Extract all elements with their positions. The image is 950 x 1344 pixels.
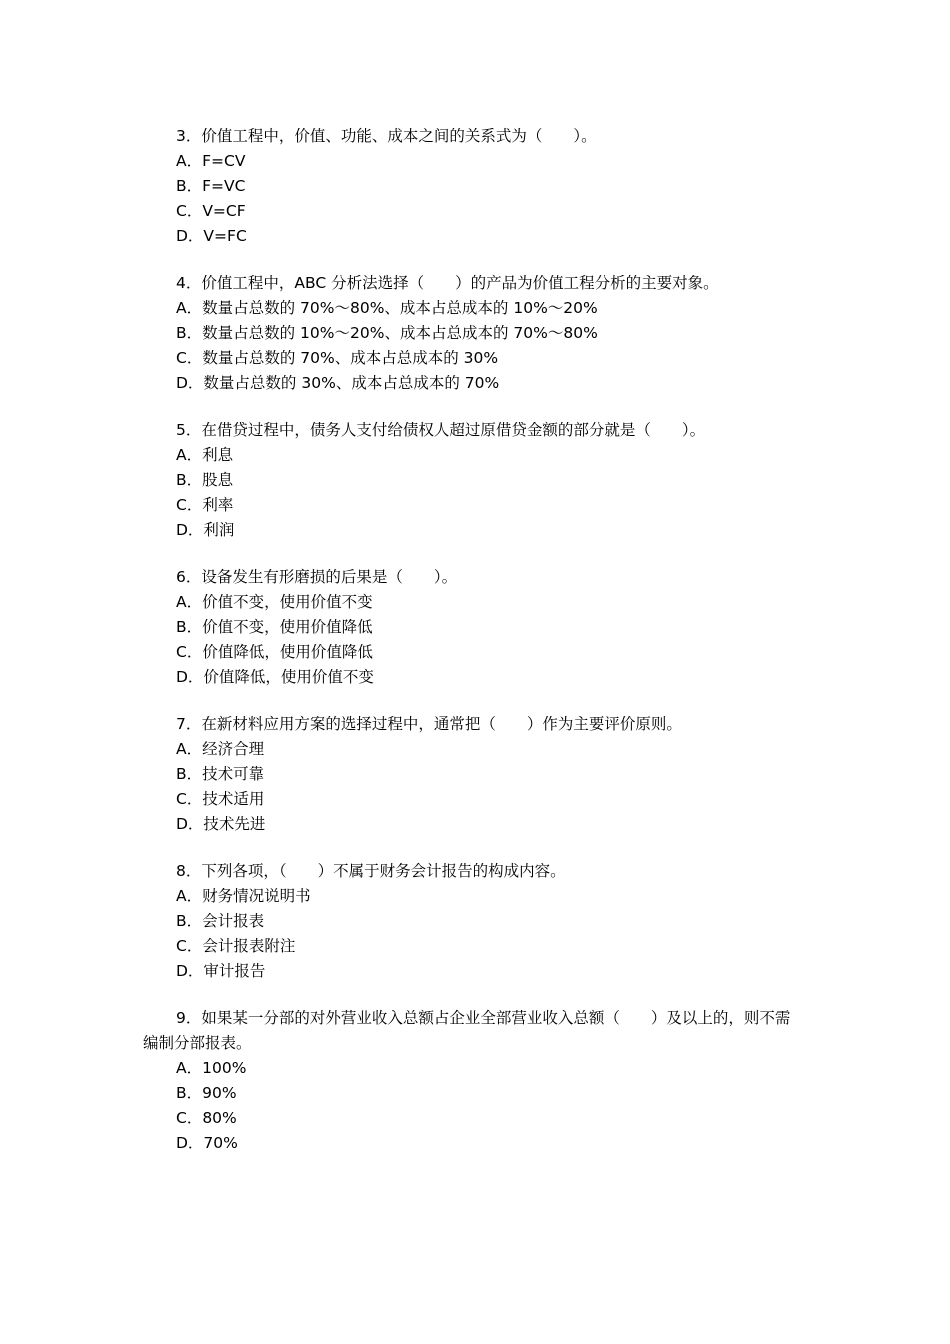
question-8 <box>143 859 803 984</box>
option-a: A．财务情况说明书 <box>176 887 311 905</box>
option-b: B．技术可靠 <box>176 765 265 783</box>
question-5 <box>143 418 803 543</box>
option-d: D．数量占总数的 30%、成本占总成本的 70% <box>176 374 500 392</box>
question-9 <box>143 1006 803 1156</box>
question-stem: 3．价值工程中，价值、功能、成本之间的关系式为（ ）。 <box>176 127 597 145</box>
option-b: B．F=VC <box>176 177 246 195</box>
question-7 <box>143 712 803 837</box>
option-c: C．技术适用 <box>176 790 265 808</box>
question-stem: 8．下列各项，（ ）不属于财务会计报告的构成内容。 <box>176 862 566 880</box>
option-a: A．经济合理 <box>176 740 265 758</box>
option-a: A．价值不变，使用价值不变 <box>176 593 373 611</box>
question-stem: 6．设备发生有形磨损的后果是（ ）。 <box>176 568 458 586</box>
question-4 <box>143 271 803 396</box>
option-a: A．100% <box>176 1059 247 1077</box>
option-c: C．会计报表附注 <box>176 937 296 955</box>
option-a: A．数量占总数的 70%～80%、成本占总成本的 10%～20% <box>176 299 598 317</box>
option-d: D．利润 <box>176 521 235 539</box>
option-d: D．V=FC <box>176 227 247 245</box>
option-c: C．数量占总数的 70%、成本占总成本的 30% <box>176 349 499 367</box>
option-d: D．价值降低，使用价值不变 <box>176 668 374 686</box>
question-list <box>143 124 803 1178</box>
option-b: B．会计报表 <box>176 912 265 930</box>
option-d: D．技术先进 <box>176 815 266 833</box>
option-b: B．股息 <box>176 471 234 489</box>
question-6 <box>143 565 803 690</box>
option-c: C．V=CF <box>176 202 246 220</box>
option-b: B．价值不变，使用价值降低 <box>176 618 373 636</box>
option-b: B．90% <box>176 1084 237 1102</box>
option-d: D．审计报告 <box>176 962 266 980</box>
option-a: A．F=CV <box>176 152 246 170</box>
option-a: A．利息 <box>176 446 234 464</box>
option-c: C．利率 <box>176 496 234 514</box>
question-stem: 9．如果某一分部的对外营业收入总额占企业全部营业收入总额（ ）及以上的，则不需编制分部报表。 <box>143 1009 791 1052</box>
option-c: C．80% <box>176 1109 237 1127</box>
question-3 <box>143 124 803 249</box>
question-stem: 5．在借贷过程中，债务人支付给债权人超过原借贷金额的部分就是（ ）。 <box>176 421 706 439</box>
option-b: B．数量占总数的 10%～20%、成本占总成本的 70%～80% <box>176 324 598 342</box>
question-stem: 7．在新材料应用方案的选择过程中，通常把（ ）作为主要评价原则。 <box>176 715 682 733</box>
option-c: C．价值降低，使用价值降低 <box>176 643 373 661</box>
question-stem: 4．价值工程中，ABC 分析法选择（ ）的产品为价值工程分析的主要对象。 <box>176 274 719 292</box>
option-d: D．70% <box>176 1134 238 1152</box>
